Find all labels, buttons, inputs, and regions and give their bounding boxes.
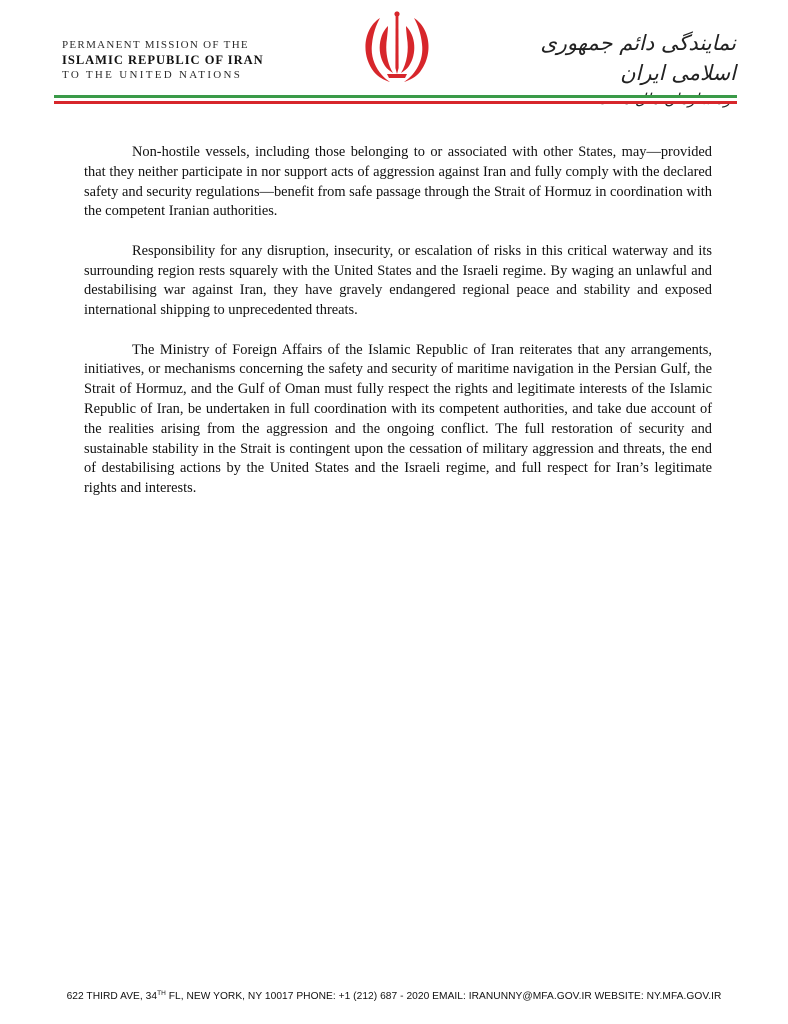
mission-name-line-3: TO THE UNITED NATIONS <box>62 69 243 81</box>
paragraph-ministry-statement: The Ministry of Foreign Affairs of the Islamic Republic of Iran reiterates that any arrangements, initiatives, or mechanisms concerning the safety and security of maritime navigation in the Persian Gulf, the Strait of Hormuz, and the Gulf of Oman must fully respect the rights and legitimate interests of the Islamic Republic of Iran, be undertaken in full coordination with its competent authorities, and take due account of the realities arising from the aggression and the ongoing conflict. The full restoration of security and sustainable stability in the Strait is contingent upon the cessation of military aggression and threats, the end of destabilising actions by the United States and the Israeli regime, and full respect for Iran’s legitimate rights and interests. <box>84 341 712 497</box>
footer-contact <box>0 990 788 1002</box>
mission-name-line-1: PERMANENT MISSION OF THE <box>62 39 249 51</box>
letter-body <box>84 143 712 519</box>
iran-emblem-icon <box>358 8 436 86</box>
footer-address-start: 622 THIRD AVE, 34 <box>66 991 158 1002</box>
paragraph-responsibility: Responsibility for any disruption, insecurity, or escalation of risks in this critical waterway and its surrounding region rests squarely with the United States and the Israeli regime. By waging an unlawful and destabilising war against Iran, they have gravely endangered regional peace and stability and exposed international shipping to unprecedented threats. <box>84 242 712 319</box>
paragraph-safe-passage: Non-hostile vessels, including those belonging to or associated with other States, may—provided that they neither participate in nor support acts of aggression against Iran and fully comply with the declared safety and security regulations—benefit from safe passage through the Strait of Hormuz in coordination with the competent Iranian authorities. <box>84 144 712 220</box>
mission-name-block <box>62 38 292 83</box>
mission-name-line-2: ISLAMIC REPUBLIC OF IRAN <box>62 53 264 67</box>
header-rule-red <box>54 101 737 104</box>
footer-address-rest: FL, NEW YORK, NY 10017 PHONE: +1 (212) 687 - 2020 EMAIL: IRANUNNY@MFA.GOV.IR WEBSITE: NY.MFA.GOV.IR <box>165 991 722 1002</box>
mission-name-persian-line-1: نمایندگی دائم جمهوری اسلامی ایران <box>540 31 736 85</box>
footer-address-superscript: TH <box>157 990 166 997</box>
